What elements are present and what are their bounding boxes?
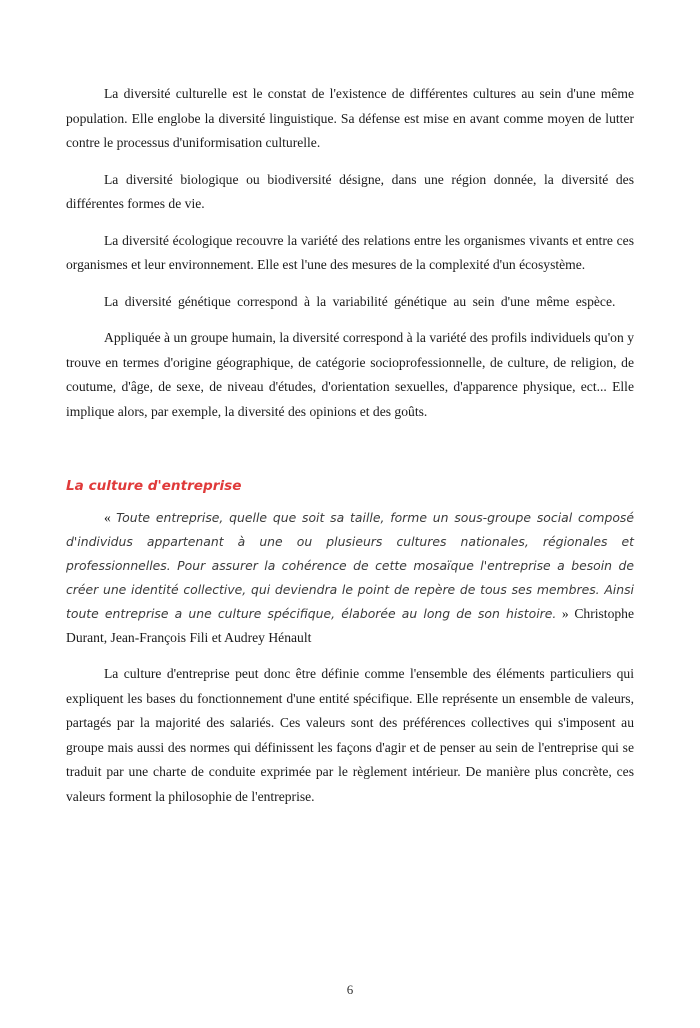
blockquote-corporate-culture (66, 506, 634, 650)
quote-text: Toute entreprise, quelle que soit sa taille, forme un sous-groupe social composé d'individus appartenant à une ou plusieurs cultures nationales, régionales et professionnelles. Pour assurer la cohérence de cette mosaïque l'entreprise a besoin de créer une identité collective, qui deviendra le point de repère de tous ses membres. Ainsi toute entreprise a une culture spécifique, élaborée au long de son histoire. (66, 510, 634, 621)
section-heading-corporate-culture: La culture d'entreprise (66, 478, 242, 494)
paragraph-genetic-diversity-text: La diversité génétique correspond à la variabilité génétique au sein d'une même espèce. (104, 293, 616, 309)
quote-close-mark: » (556, 606, 575, 621)
quote-author: Christophe Durant, Jean-François Fili et Audrey Hénault (66, 606, 635, 645)
paragraph-ecological-diversity: La diversité écologique recouvre la variété des relations entre les organismes vivants et entre ces organismes et leur environnement. Elle est l'une des mesures de la complexité d'un écosystème. (66, 232, 634, 272)
paragraph-cultural-diversity: La diversité culturelle est le constat de l'existence de différentes cultures au sein d'une même population. Elle englobe la diversité linguistique. Sa défense est mise en avant comme moyen de lutter contre le processus d'uniformisation culturelle. (66, 86, 634, 150)
paragraph-corporate-culture-definition: La culture d'entreprise peut donc être définie comme l'ensemble des éléments particuliers qui expliquent les bases du fonctionnement d'une entité spécifique. Elle représente un ensemble de valeurs, partagés par la majorité des salariés. Ces valeurs sont des préférences collectives qui s'imposent au groupe mais aussi des normes qui définissent les façons d'agir et de penser au sein de l'entreprise qui se traduit par une charte de conduite exprimée par le règlement intérieur. De manière plus concrète, ces valeurs forment la philosophie de l'entreprise. (66, 666, 634, 804)
page-number: 6 (346, 982, 354, 997)
paragraph-genetic-diversity (66, 290, 634, 315)
paragraph-biodiversity: La diversité biologique ou biodiversité désigne, dans une région donnée, la diversité des différentes formes de vie. (66, 171, 634, 211)
document-page (66, 82, 634, 809)
quote-open-mark: « (104, 510, 117, 525)
paragraph-human-diversity: Appliquée à un groupe humain, la diversité correspond à la variété des profils individuels qu'on y trouve en termes d'origine géographique, de catégorie socioprofessionnelle, de culture, de religion, de coutume, d'âge, de sexe, de niveau d'études, d'orientation sexuelles, d'apparence physique, ect... Elle implique alors, par exemple, la diversité des opinions et des goûts. (66, 330, 634, 419)
